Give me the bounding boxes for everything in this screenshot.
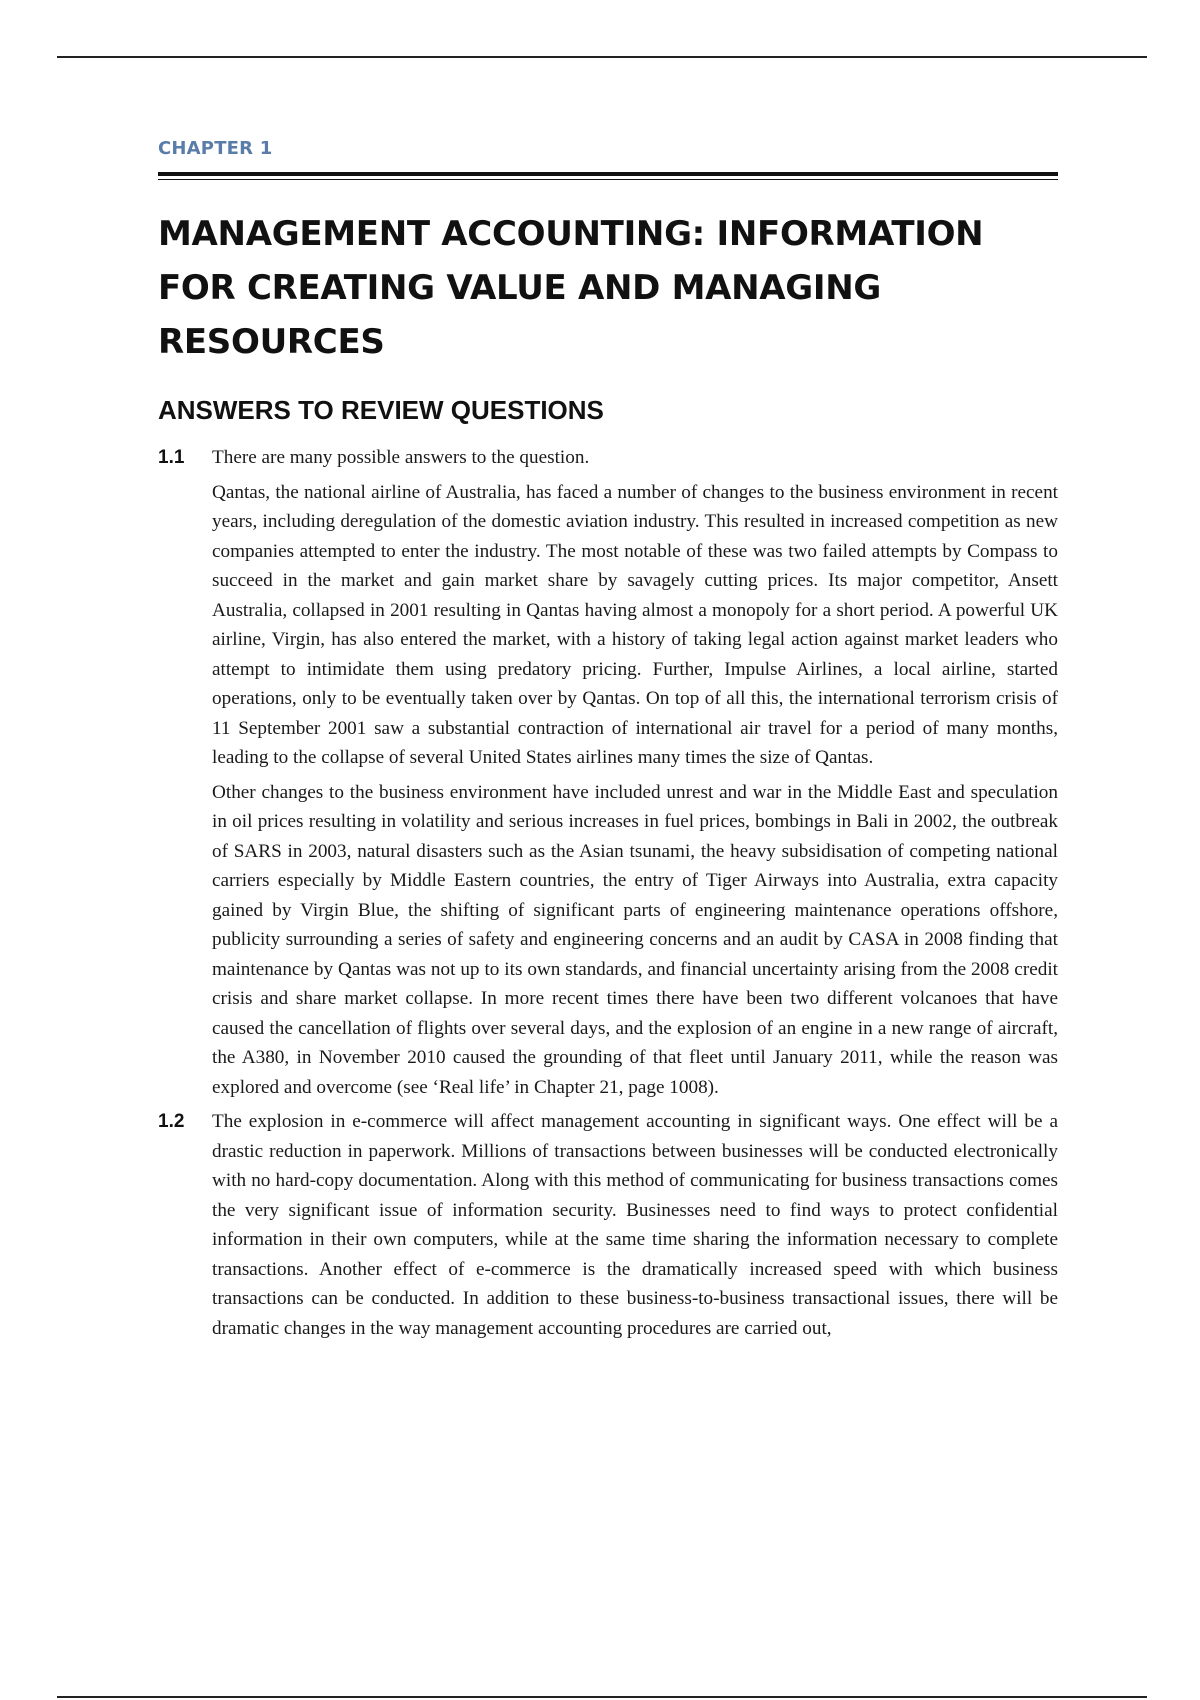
section-heading: ANSWERS TO REVIEW QUESTIONS <box>158 395 604 425</box>
chapter-title-line-1: MANAGEMENT ACCOUNTING: INFORMATION <box>158 214 984 254</box>
answer-body <box>212 1107 1058 1343</box>
chapter-title-line-2: FOR CREATING VALUE AND MANAGING <box>158 268 882 308</box>
chapter-title-line-3: RESOURCES <box>158 322 385 362</box>
header-rule <box>57 56 1147 58</box>
chapter-title <box>158 207 1058 369</box>
answer-paragraph: There are many possible answers to the question. <box>212 447 590 468</box>
answer-1-1 <box>158 443 1058 1102</box>
answer-body <box>212 443 1058 1102</box>
title-double-rule <box>158 172 1058 180</box>
question-number: 1.2 <box>158 1111 185 1132</box>
footer-rule <box>57 1696 1147 1698</box>
answer-paragraph: Other changes to the business environment have included unrest and war in the Middle East and speculation in oil prices resulting in volatility and serious increases in fuel prices, bombings in Bali in 2002, the outbreak of SARS in 2003, natural disasters such as the Asian tsunami, the heavy subsidisation of competing national carriers especially by Middle Eastern countries, the entry of Tiger Airways into Australia, extra capacity gained by Virgin Blue, the shifting of significant parts of engineering maintenance operations offshore, publicity surrounding a series of safety and engineering concerns and an audit by CASA in 2008 finding that maintenance by Qantas was not up to its own standards, and financial uncertainty arising from the 2008 credit crisis and share market collapse. In more recent times there have been two different volcanoes that have caused the cancellation of flights over several days, and the explosion of an engine in a new range of aircraft, the A380, in November 2010 caused the grounding of that fleet until January 2011, while the reason was explored and overcome (see ‘Real life’ in Chapter 21, page 1008). <box>212 781 1058 1098</box>
chapter-label: CHAPTER 1 <box>158 138 273 159</box>
answer-paragraph: Qantas, the national airline of Australia, has faced a number of changes to the business environment in recent years, including deregulation of the domestic aviation industry. This resulted in increased competition as new companies attempted to enter the industry. The most notable of these was two failed attempts by Compass to succeed in the market and gain market share by savagely cutting prices. Its major competitor, Ansett Australia, collapsed in 2001 resulting in Qantas having almost a monopoly for a short period. A powerful UK airline, Virgin, has also entered the market, with a history of taking legal action against market leaders who attempt to intimidate them using predatory pricing. Further, Impulse Airlines, a local airline, started operations, only to be eventually taken over by Qantas. On top of all this, the international terrorism crisis of 11 September 2001 saw a substantial contraction of international air travel for a period of many months, leading to the collapse of several United States airlines many times the size of Qantas. <box>212 481 1058 768</box>
question-number: 1.1 <box>158 447 185 468</box>
page-content <box>158 136 1058 1348</box>
answer-1-2 <box>158 1107 1058 1343</box>
answer-paragraph: The explosion in e-commerce will affect management accounting in significant ways. One effect will be a drastic reduction in paperwork. Millions of transactions between businesses will be conducted electronically with no hard-copy documentation. Along with this method of communicating for business transactions comes the very significant issue of information security. Businesses need to find ways to protect confidential information in their own computers, while at the same time sharing the information necessary to complete transactions. Another effect of e-commerce is the dramatically increased speed with which business transactions can be conducted. In addition to these business-to-business transactional issues, there will be dramatic changes in the way management accounting procedures are carried out, <box>212 1111 1058 1339</box>
